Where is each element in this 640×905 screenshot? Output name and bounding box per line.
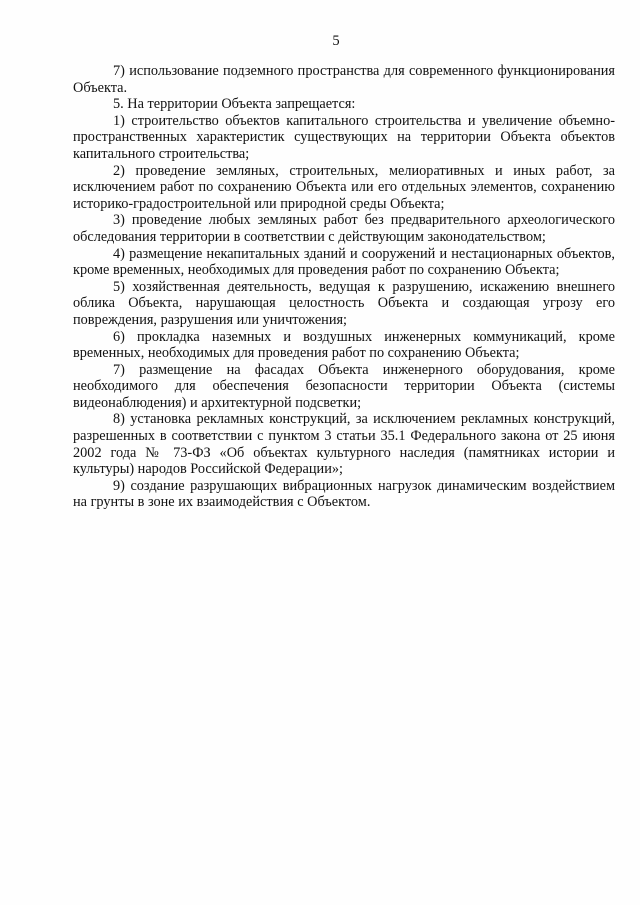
prohibition-item-3: 3) проведение любых земляных работ без предварительного археологического обследования территории в соответствии с действующим законодательством; [73,212,615,245]
prohibition-item-6: 6) прокладка наземных и воздушных инженерных коммуникаций, кроме временных, необходимых для проведения работ по сохранению Объекта; [73,328,615,362]
prohibition-item-2: 2) проведение земляных, строительных, мелиоративных и иных работ, за исключением работ по сохранению Объекта или его отдельных элементов, сохранению историко-градостроительной или природной среды Объекта; [73,162,615,212]
document-text [73,63,615,511]
page-number: 5 [332,33,340,49]
section-5-heading: 5. На территории Объекта запрещается: [113,96,356,113]
prohibition-item-5: 5) хозяйственная деятельность, ведущая к разрушению, искажению внешнего облика Объекта, нарушающая целостность Объекта и создающая угрозу его повреждения, разрушения или уничтожения; [73,278,615,328]
item-7-underground-space: 7) использование подземного пространства для современного функционирования Объекта. [73,63,615,96]
prohibition-item-7: 7) размещение на фасадах Объекта инженерного оборудования, кроме необходимого для обеспечения безопасности территории Объекта (системы видеонаблюдения) и архитектурной подсветки; [73,361,615,411]
prohibition-item-4: 4) размещение некапитальных зданий и сооружений и нестационарных объектов, кроме временных, необходимых для проведения работ по сохранению Объекта; [73,245,615,279]
prohibition-item-9: 9) создание разрушающих вибрационных нагрузок динамическим воздействием на грунты в зоне их взаимодействия с Объектом. [73,477,615,511]
prohibition-item-1: 1) строительство объектов капитального строительства и увеличение объемно-пространственных характеристик существующих на территории Объекта объектов капитального строительства; [73,112,615,162]
prohibition-item-8: 8) установка рекламных конструкций, за исключением рекламных конструкций, разрешенных в соответствии с пунктом 3 статьи 35.1 Федерального закона от 25 июня 2002 года № 73-ФЗ «Об объектах культурного наследия (памятниках истории и культуры) народов Российской Федерации»; [73,411,615,478]
